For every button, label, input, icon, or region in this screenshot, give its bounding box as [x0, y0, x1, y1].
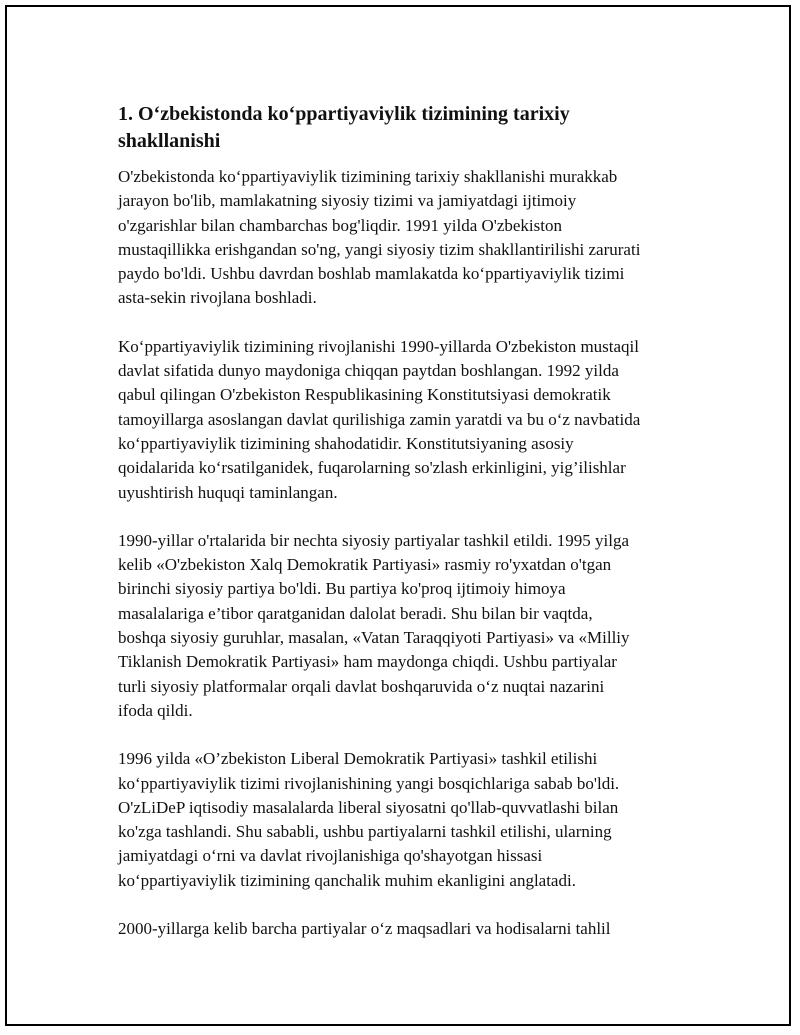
text-line: davlat sifatida dunyo maydoniga chiqqan paytdan boshlangan. 1992 yilda: [118, 361, 619, 381]
paragraph-2: [118, 335, 698, 505]
text-line: ko‘ppartiyaviylik tizimining shahodatidir. Konstitutsiyaning asosiy: [118, 433, 574, 453]
heading-line: 1. O‘zbekistonda ko‘ppartiyaviylik tizimining tarixiy: [118, 103, 570, 125]
text-line: mustaqillikka erishgandan so'ng, yangi siyosiy tizim shakllantirilishi zarurati: [118, 239, 641, 259]
text-line: uyushtirish huquqi taminlangan.: [118, 482, 338, 502]
text-line: qabul qilingan O'zbekiston Respublikasining Konstitutsiyasi demokratik: [118, 385, 611, 405]
text-line: jamiyatdagi o‘rni va davlat rivojlanishiga qo'shayotgan hissasi: [118, 846, 543, 866]
text-line: turli siyosiy platformalar orqali davlat boshqaruvida o‘z nuqtai nazarini: [118, 676, 605, 696]
text-line: 1990-yillar o'rtalarida bir nechta siyosiy partiyalar tashkil etildi. 1995 yilga: [118, 530, 630, 550]
text-line: kelib «O'zbekiston Xalq Demokratik Partiyasi» rasmiy ro'yxatdan o'tgan: [118, 555, 612, 575]
heading-line: shakllanishi: [118, 130, 221, 152]
text-line: ko‘ppartiyaviylik tizimi rivojlanishining yangi bosqichlariga sabab bo'ldi.: [118, 773, 620, 793]
document-body: [118, 101, 698, 965]
text-line: ko'zga tashlandi. Shu sababli, ushbu partiyalarni tashkil etilishi, ularning: [118, 822, 612, 842]
paragraph-5: [118, 917, 698, 941]
text-line: boshqa siyosiy guruhlar, masalan, «Vatan Taraqqiyoti Partiyasi» va «Milliy: [118, 628, 630, 648]
text-line: 1996 yilda «O’zbekiston Liberal Demokratik Partiyasi» tashkil etilishi: [118, 749, 598, 769]
text-line: qoidalarida ko‘rsatilganidek, fuqarolarning so'zlash erkinligini, yig’ilishlar: [118, 458, 626, 478]
paragraph-4: [118, 747, 698, 893]
paragraph-1: [118, 165, 698, 311]
text-line: o'zgarishlar bilan chambarchas bog'liqdir. 1991 yilda O'zbekiston: [118, 215, 562, 235]
text-line: Ko‘ppartiyaviylik tizimining rivojlanishi 1990-yillarda O'zbekiston mustaqil: [118, 336, 640, 356]
text-line: Tiklanish Demokratik Partiyasi» ham maydonga chiqdi. Ushbu partiyalar: [118, 652, 617, 672]
section-heading: [118, 101, 698, 155]
paragraph-3: [118, 529, 698, 723]
text-line: masalalariga e’tibor qaratganidan dalolat beradi. Shu bilan bir vaqtda,: [118, 603, 593, 623]
text-line: birinchi siyosiy partiya bo'ldi. Bu partiya ko'proq ijtimoiy himoya: [118, 579, 566, 599]
text-line: jarayon bo'lib, mamlakatning siyosiy tizimi va jamiyatdagi ijtimoiy: [118, 191, 577, 211]
page-frame: [5, 5, 791, 1026]
text-line: O'zbekistonda ko‘ppartiyaviylik tizimining tarixiy shakllanishi murakkab: [118, 167, 618, 186]
text-line: 2000-yillarga kelib barcha partiyalar o‘z maqsadlari va hodisalarni tahlil: [118, 919, 611, 939]
text-line: ko‘ppartiyaviylik tizimining qanchalik muhim ekanligini anglatadi.: [118, 870, 576, 890]
text-line: ifoda qildi.: [118, 700, 193, 720]
text-line: paydo bo'ldi. Ushbu davrdan boshlab mamlakatda ko‘ppartiyaviylik tizimi: [118, 264, 625, 284]
text-line: O'zLiDeP iqtisodiy masalalarda liberal siyosatni qo'llab-quvvatlashi bilan: [118, 797, 619, 817]
text-line: asta-sekin rivojlana boshladi.: [118, 288, 317, 308]
text-line: tamoyillarga asoslangan davlat qurilishiga zamin yaratdi va bu o‘z navbatida: [118, 409, 641, 429]
